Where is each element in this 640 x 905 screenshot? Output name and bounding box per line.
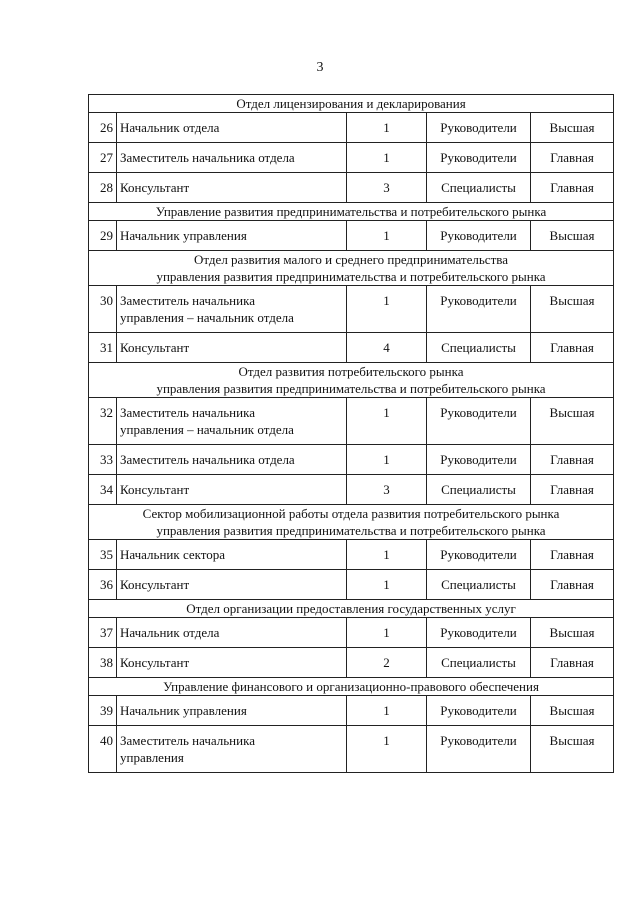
table-row: [89, 173, 614, 203]
staff-category: Руководители: [427, 445, 531, 475]
position-title: Консультант: [117, 570, 347, 600]
table-row: [89, 570, 614, 600]
section-header-row: [89, 505, 614, 540]
row-number: 37: [89, 618, 117, 648]
position-group: Главная: [531, 540, 614, 570]
position-group: Высшая: [531, 618, 614, 648]
position-title: Начальник сектора: [117, 540, 347, 570]
table-row: [89, 113, 614, 143]
staff-count: 1: [347, 540, 427, 570]
staff-category: Руководители: [427, 398, 531, 445]
position-group: Главная: [531, 475, 614, 505]
section-title: Управление развития предпринимательства и потребительского рынка: [89, 203, 614, 221]
position-title: Заместитель начальника управления: [117, 726, 347, 773]
staff-category: Специалисты: [427, 475, 531, 505]
staff-category: Руководители: [427, 696, 531, 726]
staff-category: Специалисты: [427, 648, 531, 678]
position-title: Консультант: [117, 333, 347, 363]
section-title: Отдел организации предоставления государственных услуг: [89, 600, 614, 618]
table-row: [89, 286, 614, 333]
row-number: 38: [89, 648, 117, 678]
staff-category: Руководители: [427, 726, 531, 773]
row-number: 35: [89, 540, 117, 570]
position-title: Консультант: [117, 173, 347, 203]
staff-category: Руководители: [427, 113, 531, 143]
position-title: Консультант: [117, 648, 347, 678]
staffing-table: [88, 94, 614, 773]
table-row: [89, 648, 614, 678]
row-number: 30: [89, 286, 117, 333]
staff-count: 1: [347, 398, 427, 445]
staff-count: 3: [347, 173, 427, 203]
staff-category: Руководители: [427, 618, 531, 648]
position-title: Начальник управления: [117, 221, 347, 251]
staff-count: 1: [347, 696, 427, 726]
table-row: [89, 221, 614, 251]
row-number: 31: [89, 333, 117, 363]
table-row: [89, 475, 614, 505]
position-group: Высшая: [531, 696, 614, 726]
section-header-row: [89, 95, 614, 113]
staff-count: 1: [347, 618, 427, 648]
row-number: 27: [89, 143, 117, 173]
position-group: Высшая: [531, 286, 614, 333]
staff-category: Руководители: [427, 221, 531, 251]
position-group: Высшая: [531, 398, 614, 445]
staff-category: Специалисты: [427, 173, 531, 203]
position-title: Заместитель начальника отдела: [117, 445, 347, 475]
section-header-row: [89, 363, 614, 398]
section-title: Сектор мобилизационной работы отдела развития потребительского рынка управления развития предпринимательства и потребительского рынка: [89, 505, 614, 540]
row-number: 28: [89, 173, 117, 203]
table-row: [89, 333, 614, 363]
position-group: Главная: [531, 173, 614, 203]
table-row: [89, 618, 614, 648]
position-title: Заместитель начальника управления – начальник отдела: [117, 286, 347, 333]
staff-category: Руководители: [427, 143, 531, 173]
position-title: Начальник управления: [117, 696, 347, 726]
staffing-table-body: [89, 95, 614, 773]
position-title: Заместитель начальника отдела: [117, 143, 347, 173]
staff-count: 2: [347, 648, 427, 678]
row-number: 40: [89, 726, 117, 773]
staff-count: 1: [347, 570, 427, 600]
section-header-row: [89, 203, 614, 221]
position-group: Главная: [531, 143, 614, 173]
position-group: Высшая: [531, 221, 614, 251]
table-row: [89, 398, 614, 445]
table-row: [89, 696, 614, 726]
staff-count: 4: [347, 333, 427, 363]
position-title: Заместитель начальника управления – начальник отдела: [117, 398, 347, 445]
staff-count: 1: [347, 113, 427, 143]
section-header-row: [89, 600, 614, 618]
section-title: Отдел лицензирования и декларирования: [89, 95, 614, 113]
staff-count: 1: [347, 143, 427, 173]
position-group: Главная: [531, 445, 614, 475]
staff-count: 1: [347, 445, 427, 475]
staff-category: Специалисты: [427, 570, 531, 600]
position-group: Главная: [531, 333, 614, 363]
section-title: Управление финансового и организационно-правового обеспечения: [89, 678, 614, 696]
staff-count: 3: [347, 475, 427, 505]
row-number: 39: [89, 696, 117, 726]
position-group: Главная: [531, 648, 614, 678]
section-header-row: [89, 251, 614, 286]
section-header-row: [89, 678, 614, 696]
row-number: 33: [89, 445, 117, 475]
section-title: Отдел развития потребительского рынка управления развития предпринимательства и потребительского рынка: [89, 363, 614, 398]
position-group: Высшая: [531, 113, 614, 143]
table-row: [89, 143, 614, 173]
row-number: 29: [89, 221, 117, 251]
position-title: Начальник отдела: [117, 618, 347, 648]
staff-category: Руководители: [427, 286, 531, 333]
position-title: Начальник отдела: [117, 113, 347, 143]
position-group: Высшая: [531, 726, 614, 773]
table-row: [89, 445, 614, 475]
position-title: Консультант: [117, 475, 347, 505]
staff-category: Руководители: [427, 540, 531, 570]
staff-count: 1: [347, 286, 427, 333]
row-number: 36: [89, 570, 117, 600]
staff-count: 1: [347, 726, 427, 773]
position-group: Главная: [531, 570, 614, 600]
table-row: [89, 726, 614, 773]
page-number: 3: [316, 60, 324, 75]
row-number: 26: [89, 113, 117, 143]
table-row: [89, 540, 614, 570]
staff-category: Специалисты: [427, 333, 531, 363]
row-number: 34: [89, 475, 117, 505]
section-title: Отдел развития малого и среднего предпринимательства управления развития предпринимательства и потребительского рынка: [89, 251, 614, 286]
row-number: 32: [89, 398, 117, 445]
staff-count: 1: [347, 221, 427, 251]
